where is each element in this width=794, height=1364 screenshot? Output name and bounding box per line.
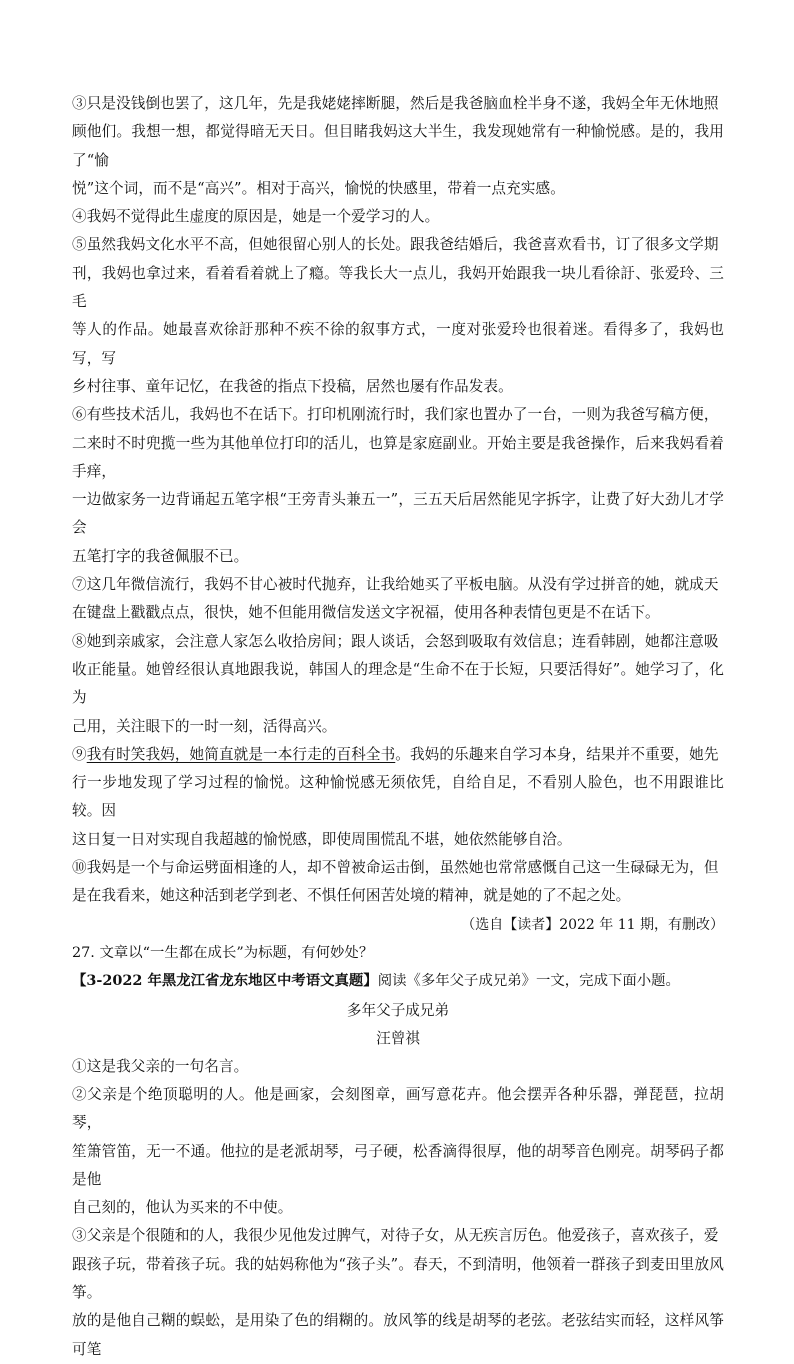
text-line: 乡村往事、童年记忆，在我爸的指点下投稿，居然也屡有作品发表。 [72, 377, 513, 395]
paragraph-4 [72, 203, 724, 231]
passage1 [72, 90, 724, 939]
paragraph-3 [72, 90, 724, 203]
text-line-underlined: ⑨我有时笑我妈，她简直就是一本行走的百科全书。我妈的乐趣来自学习本身，结果并不重要，她先 [72, 745, 719, 763]
text-line: ③只是没钱倒也罢了，这几年，先是我姥姥摔断腿，然后是我爸脑血栓半身不遂，我妈全年无休地照 [72, 95, 719, 112]
paragraph-6 [72, 401, 724, 571]
text-line: 这日复一日对实现自我超越的愉悦感，即使周围慌乱不堪，她依然能够自洽。 [72, 830, 572, 848]
text-line: ①这是我父亲的一句名言。 [72, 1057, 249, 1075]
question-27: 27. 文章以“一生都在成长”为标题，有何妙处？ [72, 944, 374, 961]
paragraph-10 [72, 854, 724, 911]
text-line: 等人的作品。她最喜欢徐訏那种不疾不徐的叙事方式，一度对张爱玲也很着迷。看得多了，我妈也写，写 [72, 321, 724, 367]
text-line: ③父亲是个很随和的人，我很少见他发过脾气，对待子女，从无疾言厉色。他爱孩子，喜欢孩子，爱 [72, 1227, 719, 1245]
text-line: 放的是他自己糊的蜈蚣，是用染了色的绢糊的。放风筝的线是胡琴的老弦。老弦结实而轻，这样风筝可笔 [72, 1312, 724, 1358]
passage-author: 汪曾祺 [376, 1029, 420, 1047]
document-page [72, 90, 724, 1364]
paragraph-5 [72, 231, 724, 401]
text-line: 是在我看来，她这种活到老学到老、不惧任何困苦处境的精神，就是她的了不起之处。 [72, 887, 631, 905]
section-instruction: 阅读《多年父子成兄弟》一文，完成下面小题。 [377, 972, 680, 989]
text-line: 自己刻的，他认为买来的不中使。 [72, 1199, 293, 1217]
text-line: 一边做家务一边背诵起五笔字根“王旁青头兼五一”，三五天后居然能见字拆字，让费了好大劲儿才学会 [72, 491, 724, 537]
source-citation: （选自【读者】2022 年 11 期，有删改） [461, 916, 724, 933]
text-line: 笙箫管笛，无一不通。他拉的是老派胡琴，弓子硬，松香滴得很厚，他的胡琴音色刚亮。胡琴码子都是他 [72, 1142, 724, 1188]
section-bracket-title: 【3-2022 年黑龙江省龙东地区中考语文真题】 [72, 971, 378, 989]
text-line: ⑦这几年微信流行，我妈不甘心被时代抛弃，让我给她买了平板电脑。从没有学过拼音的她，就成天 [72, 576, 719, 594]
text-line: 行一步地发现了学习过程的愉悦。这种愉悦感无须依凭，自给自足，不看别人脸色，也不用跟谁比较。因 [72, 774, 724, 820]
text-line: 五笔打字的我爸佩服不已。 [72, 547, 249, 565]
text-line: ⑧她到亲戚家，会注意人家怎么收拾房间；跟人谈话，会怒到吸取有效信息；连看韩剧，她都注意吸 [72, 632, 719, 650]
text-line: 收正能量。她曾经很认真地跟我说，韩国人的理念是“生命不在于长短，只要活得好”。她学习了，化为 [72, 660, 724, 707]
text-line: ②父亲是个绝顶聪明的人。他是画家，会刻图章，画写意花卉。他会摆弄各种乐器，弹琵琶，拉胡琴， [72, 1085, 724, 1132]
text-line: ④我妈不觉得此生虚度的原因是，她是一个爱学习的人。 [72, 208, 440, 226]
paragraph-2 [72, 1081, 724, 1222]
text-line: 悦”这个词，而不是“高兴”。相对于高兴，愉悦的快感里，带着一点充实感。 [72, 179, 565, 197]
section-header [72, 967, 724, 995]
text-line: 二来时不时兜揽一些为其他单位打印的活儿，也算是家庭副业。开始主要是我爸操作，后来我妈看着手痒， [72, 434, 724, 480]
paragraph-8 [72, 628, 724, 741]
text-line: 己用，关注眼下的一时一刻，活得高兴。 [72, 717, 337, 735]
paragraph-1 [72, 1053, 724, 1081]
text-line: ⑩我妈是一个与命运劈面相逢的人，却不曾被命运击倒，虽然她也常常感慨自己这一生碌碌无为，但 [72, 859, 719, 877]
text-line: 顾他们。我想一想，都觉得暗无天日。但目睹我妈这大半生，我发现她常有一种愉悦感。是的，我用了“愉 [72, 123, 724, 169]
text-line: 在键盘上戳戳点点，很快，她不但能用微信发送文字祝福，使用各种表情包更是不在话下。 [72, 604, 660, 622]
underlined-sentence: 我有时笑我妈，她简直就是一本行走的百科全书 [86, 745, 396, 763]
paragraph-7 [72, 571, 724, 628]
text-line: ⑤虽然我妈文化水平不高，但她很留心别人的长处。跟我爸结婚后，我爸喜欢看书，订了很多文学期 [72, 236, 719, 254]
text-line: 刊，我妈也拿过来，看着看着就上了瘾。等我长大一点儿，我妈开始跟我一块儿看徐訏、张爱玲、三毛 [72, 264, 724, 311]
paragraph-9 [72, 741, 724, 854]
passage2 [72, 997, 724, 1364]
paragraph-3b [72, 1222, 724, 1363]
text-line: ⑥有些技术活儿，我妈也不在话下。打印机刚流行时，我们家也置办了一台，一则为我爸写稿方便， [72, 406, 719, 424]
passage-title: 多年父子成兄弟 [346, 1001, 450, 1019]
text-line: 跟孩子玩，带着孩子玩。我的姑妈称他为“孩子头”。春天，不到清明，他领着一群孩子到麦田里放风筝。 [72, 1255, 724, 1301]
